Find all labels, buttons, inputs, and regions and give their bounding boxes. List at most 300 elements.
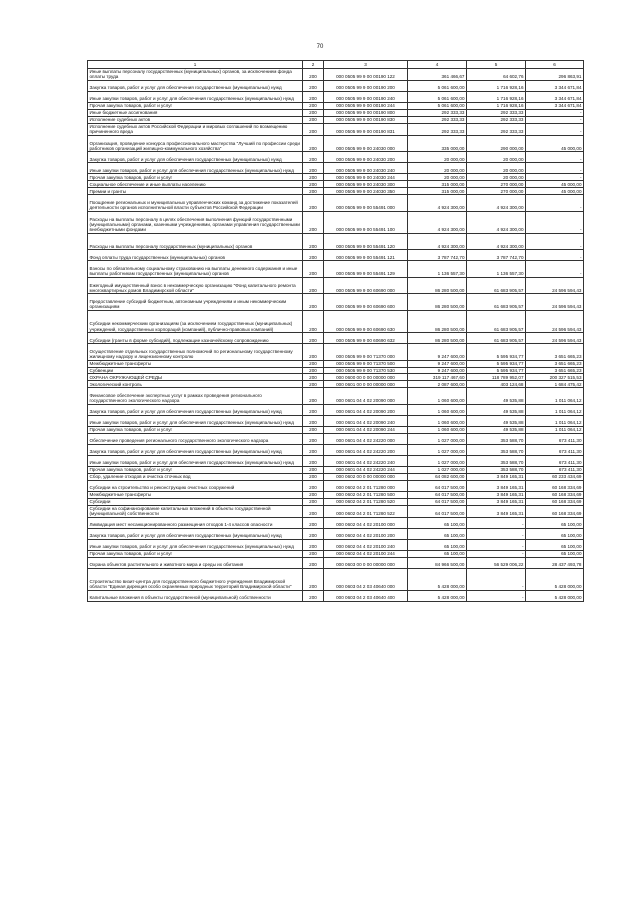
row-executed-amount: 3 787 742,70 [467,250,526,261]
row-line-code: 200 [303,163,324,174]
page-number: 70 [316,44,324,50]
row-unexecuted-amount: - [526,233,584,250]
row-executed-amount: 61 683 905,57 [467,310,526,332]
table-row [88,294,584,311]
table-row [88,557,584,568]
row-unexecuted-amount: 3 651 665,23 [526,344,584,361]
table-row [88,455,584,466]
row-executed-amount: 64 602,76 [467,68,526,80]
row-approved-amount: 315 000,00 [408,188,467,195]
row-executed-amount: 353 588,70 [467,433,526,444]
row-approved-amount: 1 027 000,00 [408,444,467,455]
row-executed-amount: 353 588,70 [467,466,526,473]
row-budget-classification-code: 000 0603 04 2 03 40640 000 [324,568,408,590]
row-budget-classification-code: 000 0602 04 2 01 71280 520 [324,498,408,505]
row-description: Субсидии [88,498,303,505]
row-executed-amount: 270 000,00 [467,181,526,188]
row-description: Расходы на выплаты персоналу в целях обеспечения выполнения функций государственными (муниципальными) органами, казенными учреждениями, органами управления государственными внебюджетными фондами [88,211,303,233]
table-row [88,181,584,188]
row-executed-amount: 3 849 165,31 [467,498,526,505]
row-unexecuted-amount: 65 100,00 [526,517,584,528]
row-description: Фонд оплаты труда государственных (муниципальных) органов [88,250,303,261]
row-budget-classification-code: 000 0505 99 9 00 60690 632 [324,333,408,344]
table-row [88,550,584,557]
row-description: Обеспечение проведения регионального государственного экологического надзора [88,433,303,444]
row-budget-classification-code: 000 0505 99 9 00 24030 244 [324,174,408,181]
row-approved-amount: 1 027 000,00 [408,466,467,473]
row-line-code: 200 [303,498,324,505]
row-executed-amount: 353 588,70 [467,455,526,466]
row-unexecuted-amount: 45 000,00 [526,181,584,188]
table-row [88,426,584,433]
row-description: Финансовое обеспечение экспертных услуг в рамках проведения регионального государственного экологического надзора [88,388,303,405]
budget-execution-table [87,60,584,602]
table-row [88,491,584,498]
row-description: Исполнение судебных актов Российской Федерации и мировых соглашений по возмещению причиненного вреда [88,123,303,135]
row-line-code: 200 [303,415,324,426]
row-line-code: 200 [303,195,324,212]
row-budget-classification-code: 000 0603 04 2 03 40640 400 [324,590,408,601]
row-line-code: 200 [303,505,324,517]
row-line-code: 200 [303,381,324,388]
row-budget-classification-code: 000 0602 04 2 01 71280 522 [324,505,408,517]
row-line-code: 200 [303,233,324,250]
row-description: Субсидии на софинансирование капитальных вложений в объекты государственной (муниципальной) собственности [88,505,303,517]
row-unexecuted-amount: 200 327 515,53 [526,374,584,381]
row-line-code: 200 [303,152,324,163]
table-row [88,480,584,491]
row-approved-amount: 5 428 000,00 [408,568,467,590]
row-unexecuted-amount: 673 411,30 [526,444,584,455]
row-line-code: 200 [303,174,324,181]
table-row [88,333,584,344]
row-unexecuted-amount: 1 011 064,12 [526,404,584,415]
row-unexecuted-amount: - [526,211,584,233]
row-executed-amount: 3 849 165,31 [467,505,526,517]
header-cell: 4 [408,61,467,69]
row-executed-amount: 3 849 165,31 [467,491,526,498]
row-budget-classification-code: 000 0505 99 9 00 00190 800 [324,109,408,116]
row-executed-amount: - [467,590,526,601]
row-unexecuted-amount: 5 428 000,00 [526,590,584,601]
row-unexecuted-amount: 673 411,30 [526,466,584,473]
table-row [88,123,584,135]
table-row [88,539,584,550]
row-approved-amount: 335 000,00 [408,135,467,152]
row-description: Ликвидация мест несанкционированного размещения отходов 1-4 классов опасности [88,517,303,528]
row-line-code: 200 [303,528,324,539]
table-row [88,590,584,601]
row-description: Закупка товаров, работ и услуг для обеспечения государственных (муниципальных) нужд [88,152,303,163]
row-budget-classification-code: 000 0602 04 2 01 71280 000 [324,480,408,491]
row-executed-amount: 290 000,00 [467,135,526,152]
row-budget-classification-code: 000 0602 04 4 02 20100 000 [324,517,408,528]
row-line-code: 200 [303,344,324,361]
row-approved-amount: 1 060 600,00 [408,388,467,405]
row-line-code: 200 [303,433,324,444]
table-row [88,68,584,80]
row-budget-classification-code: 000 0505 99 9 00 00190 122 [324,68,408,80]
row-approved-amount: 315 000,00 [408,181,467,188]
row-line-code: 200 [303,517,324,528]
row-budget-classification-code: 000 0505 99 9 00 24030 240 [324,163,408,174]
row-budget-classification-code: 000 0505 99 9 00 24030 000 [324,135,408,152]
row-approved-amount: 5 061 600,00 [408,91,467,102]
row-budget-classification-code: 000 0601 04 4 02 24220 200 [324,444,408,455]
table-row [88,310,584,332]
row-line-code: 200 [303,310,324,332]
row-unexecuted-amount: 65 100,00 [526,550,584,557]
row-approved-amount: 20 000,00 [408,174,467,181]
row-description: Социальное обеспечение и иные выплаты населению [88,181,303,188]
row-executed-amount: 5 595 934,77 [467,367,526,374]
row-budget-classification-code: 000 0602 04 2 01 71280 500 [324,491,408,498]
row-description: Закупка товаров, работ и услуг для обеспечения государственных (муниципальных) нужд [88,528,303,539]
table-row [88,444,584,455]
row-description: Межбюджетные трансферты [88,360,303,367]
row-line-code: 200 [303,261,324,278]
row-executed-amount: 49 535,88 [467,404,526,415]
row-unexecuted-amount: 3 344 671,84 [526,80,584,91]
row-executed-amount: - [467,568,526,590]
row-budget-classification-code: 000 0602 04 4 02 20100 244 [324,550,408,557]
header-cell: 1 [88,61,303,69]
row-description: Иные закупки товаров, работ и услуг для обеспечения государственных (муниципальных) нужд [88,163,303,174]
row-budget-classification-code: 000 0505 99 9 00 55491 129 [324,261,408,278]
table-row [88,80,584,91]
row-approved-amount: 292 333,33 [408,109,467,116]
row-budget-classification-code: 000 0505 99 9 00 00190 831 [324,123,408,135]
row-description: Иные закупки товаров, работ и услуг для обеспечения государственных (муниципальных) нужд [88,539,303,550]
row-unexecuted-amount: 1 011 064,12 [526,388,584,405]
row-description: Взносы по обязательному социальному страхованию на выплаты денежного содержания и иные выплаты работникам государственных (муниципальных) органов [88,261,303,278]
table-row [88,404,584,415]
row-unexecuted-amount: 60 168 334,69 [526,505,584,517]
row-line-code: 200 [303,294,324,311]
row-description: Прочая закупка товаров, работ и услуг [88,174,303,181]
row-budget-classification-code: 000 0505 99 9 00 60690 600 [324,294,408,311]
row-executed-amount: 61 683 905,57 [467,294,526,311]
row-description: Капитальные вложения в объекты государственной (муниципальной) собственности [88,590,303,601]
row-approved-amount: 5 061 600,00 [408,102,467,109]
row-budget-classification-code: 000 0505 99 9 00 71370 500 [324,360,408,367]
table-row [88,466,584,473]
row-executed-amount: 4 924 300,00 [467,233,526,250]
row-budget-classification-code: 000 0505 99 9 00 55491 120 [324,233,408,250]
row-description: Прочая закупка товаров, работ и услуг [88,550,303,557]
row-unexecuted-amount: - [526,123,584,135]
row-budget-classification-code: 000 0601 04 4 02 20090 240 [324,415,408,426]
row-approved-amount: 292 333,33 [408,123,467,135]
row-budget-classification-code: 000 0505 99 9 00 55491 000 [324,195,408,212]
table-row [88,91,584,102]
row-unexecuted-amount: 45 000,00 [526,135,584,152]
table-row [88,473,584,480]
table-row [88,344,584,361]
row-executed-amount: 1 136 557,30 [467,261,526,278]
table-row [88,135,584,152]
row-unexecuted-amount: - [526,109,584,116]
row-description: Иные выплаты персоналу государственных (муниципальных) органов, за исключением фонда оплаты труда [88,68,303,80]
row-approved-amount: 4 924 300,00 [408,195,467,212]
row-budget-classification-code: 000 0601 00 0 00 00000 000 [324,381,408,388]
row-executed-amount: 118 789 952,07 [467,374,526,381]
row-description: Сбор, удаление отходов и очистка сточных вод [88,473,303,480]
row-executed-amount: 270 000,00 [467,188,526,195]
row-unexecuted-amount: 60 233 434,69 [526,473,584,480]
row-executed-amount: 1 716 928,16 [467,80,526,91]
row-unexecuted-amount: 1 011 064,12 [526,426,584,433]
row-line-code: 200 [303,557,324,568]
table-row [88,233,584,250]
row-executed-amount: 403 124,68 [467,381,526,388]
row-executed-amount: 4 924 300,00 [467,195,526,212]
row-unexecuted-amount: 3 344 671,84 [526,102,584,109]
row-executed-amount: 49 535,88 [467,415,526,426]
row-executed-amount: 5 595 934,77 [467,344,526,361]
row-unexecuted-amount: - [526,195,584,212]
row-approved-amount: 86 280 500,00 [408,310,467,332]
row-executed-amount: 292 333,33 [467,116,526,123]
row-approved-amount: 292 333,33 [408,116,467,123]
row-budget-classification-code: 000 0505 99 9 00 00190 240 [324,91,408,102]
row-line-code: 200 [303,404,324,415]
row-line-code: 200 [303,388,324,405]
row-line-code: 200 [303,277,324,294]
row-line-code: 200 [303,109,324,116]
table-row [88,261,584,278]
row-line-code: 200 [303,473,324,480]
row-executed-amount: 3 849 165,31 [467,473,526,480]
row-budget-classification-code: 000 0600 00 0 00 00000 000 [324,374,408,381]
row-executed-amount: 56 529 006,22 [467,557,526,568]
table-row [88,568,584,590]
row-description: Организация, проведение конкурса профессионального мастерства "Лучший по профессии среди работников организаций жилищно-коммунального хозяйства" [88,135,303,152]
row-executed-amount: 20 000,00 [467,152,526,163]
row-unexecuted-amount: 65 100,00 [526,539,584,550]
row-executed-amount: 49 535,88 [467,388,526,405]
row-unexecuted-amount: - [526,261,584,278]
table-row [88,163,584,174]
row-description: Прочая закупка товаров, работ и услуг [88,466,303,473]
row-executed-amount: 49 535,88 [467,426,526,433]
row-approved-amount: 65 100,00 [408,528,467,539]
row-line-code: 200 [303,539,324,550]
row-budget-classification-code: 000 0505 99 9 00 24030 350 [324,188,408,195]
table-row [88,367,584,374]
row-unexecuted-amount: 24 596 594,43 [526,333,584,344]
row-approved-amount: 3 787 742,70 [408,250,467,261]
row-approved-amount: 65 100,00 [408,550,467,557]
table-row [88,415,584,426]
table-row [88,188,584,195]
row-executed-amount: 292 333,33 [467,109,526,116]
row-description: Поощрение региональных и муниципальных управленческих команд за достижение показателей деятельности органов исполнительной власти субъектов Российской Федерации [88,195,303,212]
row-description: Закупка товаров, работ и услуг для обеспечения государственных (муниципальных) нужд [88,80,303,91]
row-executed-amount: 292 333,33 [467,123,526,135]
row-approved-amount: 1 060 600,00 [408,415,467,426]
row-approved-amount: 64 082 600,00 [408,473,467,480]
row-description: Иные закупки товаров, работ и услуг для обеспечения государственных (муниципальных) нужд [88,91,303,102]
row-executed-amount: 61 683 905,57 [467,333,526,344]
row-budget-classification-code: 000 0602 04 4 02 20100 200 [324,528,408,539]
row-unexecuted-amount: 60 168 334,69 [526,498,584,505]
row-line-code: 200 [303,116,324,123]
table-row [88,277,584,294]
row-executed-amount: 1 716 928,16 [467,102,526,109]
row-executed-amount: 20 000,00 [467,163,526,174]
row-unexecuted-amount: - [526,116,584,123]
row-unexecuted-amount: 45 000,00 [526,188,584,195]
row-approved-amount: 361 466,67 [408,68,467,80]
row-executed-amount: 1 716 928,16 [467,91,526,102]
table-row [88,388,584,405]
row-unexecuted-amount: - [526,174,584,181]
row-approved-amount: 5 061 600,00 [408,80,467,91]
row-budget-classification-code: 000 0505 99 9 00 24030 300 [324,181,408,188]
row-budget-classification-code: 000 0505 99 9 00 00190 200 [324,80,408,91]
row-line-code: 200 [303,455,324,466]
row-budget-classification-code: 000 0505 99 9 00 60690 000 [324,277,408,294]
table-row [88,360,584,367]
row-budget-classification-code: 000 0505 99 9 00 71370 530 [324,367,408,374]
row-description: Иные бюджетные ассигнования [88,109,303,116]
row-unexecuted-amount: 60 168 334,69 [526,480,584,491]
row-line-code: 200 [303,188,324,195]
row-line-code: 200 [303,135,324,152]
row-line-code: 200 [303,480,324,491]
table-row [88,250,584,261]
row-line-code: 200 [303,181,324,188]
row-line-code: 200 [303,374,324,381]
row-unexecuted-amount: 28 437 493,78 [526,557,584,568]
row-budget-classification-code: 000 0602 00 0 00 00000 000 [324,473,408,480]
row-line-code: 200 [303,102,324,109]
table-row [88,517,584,528]
row-unexecuted-amount: 60 168 334,69 [526,491,584,498]
row-line-code: 200 [303,367,324,374]
row-unexecuted-amount: 24 596 594,43 [526,277,584,294]
row-unexecuted-amount: - [526,152,584,163]
table-row [88,109,584,116]
row-description: Субсидии (гранты в форме субсидий), подлежащие казначейскому сопровождению [88,333,303,344]
row-budget-classification-code: 000 0603 00 0 00 00000 000 [324,557,408,568]
row-approved-amount: 1 136 557,30 [408,261,467,278]
row-description: Субсидии некоммерческим организациям (за исключением государственных (муниципальных) учреждений, государственных корпораций (компаний), публично-правовых компаний) [88,310,303,332]
row-line-code: 200 [303,444,324,455]
row-line-code: 200 [303,360,324,367]
table-row [88,152,584,163]
row-budget-classification-code: 000 0601 04 4 02 20090 200 [324,404,408,415]
row-approved-amount: 86 280 500,00 [408,333,467,344]
row-line-code: 200 [303,466,324,473]
row-approved-amount: 1 027 000,00 [408,433,467,444]
row-approved-amount: 319 117 467,60 [408,374,467,381]
row-unexecuted-amount: 296 863,91 [526,68,584,80]
row-budget-classification-code: 000 0505 99 9 00 71370 000 [324,344,408,361]
row-approved-amount: 86 280 500,00 [408,294,467,311]
row-description: Строительство визит-центра для государственного бюджетного учреждения Владимирской области "Единая дирекция особо охраняемых природных территорий Владимирской области" [88,568,303,590]
row-approved-amount: 9 247 600,00 [408,344,467,361]
row-approved-amount: 84 966 500,00 [408,557,467,568]
table-row [88,505,584,517]
row-approved-amount: 64 017 500,00 [408,491,467,498]
row-line-code: 200 [303,68,324,80]
row-unexecuted-amount: 5 428 000,00 [526,568,584,590]
row-executed-amount: 5 595 934,77 [467,360,526,367]
table-row [88,381,584,388]
row-budget-classification-code: 000 0602 04 4 02 20100 240 [324,539,408,550]
row-line-code: 200 [303,568,324,590]
row-approved-amount: 4 924 300,00 [408,233,467,250]
row-approved-amount: 20 000,00 [408,152,467,163]
row-approved-amount: 64 017 500,00 [408,480,467,491]
row-unexecuted-amount: 3 651 665,23 [526,360,584,367]
row-unexecuted-amount: 673 411,30 [526,433,584,444]
table-row [88,528,584,539]
row-description: Прочая закупка товаров, работ и услуг [88,426,303,433]
row-approved-amount: 64 017 500,00 [408,505,467,517]
row-description: Предоставление субсидий бюджетным, автономным учреждениям и иным некоммерческим организациям [88,294,303,311]
row-line-code: 200 [303,426,324,433]
row-description: ОХРАНА ОКРУЖАЮЩЕЙ СРЕДЫ [88,374,303,381]
row-budget-classification-code: 000 0601 04 4 02 24220 240 [324,455,408,466]
row-approved-amount: 65 100,00 [408,539,467,550]
row-approved-amount: 1 060 600,00 [408,404,467,415]
row-description: Субсидии на строительство и реконструкцию очистных сооружений [88,480,303,491]
row-approved-amount: 9 247 600,00 [408,367,467,374]
row-budget-classification-code: 000 0601 04 4 02 24220 244 [324,466,408,473]
row-line-code: 200 [303,333,324,344]
row-executed-amount: - [467,550,526,557]
row-approved-amount: 1 060 600,00 [408,426,467,433]
table-row [88,498,584,505]
row-approved-amount: 2 087 600,00 [408,381,467,388]
row-executed-amount: - [467,528,526,539]
row-unexecuted-amount: - [526,163,584,174]
row-description: Иные закупки товаров, работ и услуг для обеспечения государственных (муниципальных) нужд [88,415,303,426]
row-unexecuted-amount: 24 596 594,43 [526,310,584,332]
row-approved-amount: 64 017 500,00 [408,498,467,505]
row-description: Прочая закупка товаров, работ и услуг [88,102,303,109]
row-line-code: 200 [303,211,324,233]
row-unexecuted-amount: 1 684 475,42 [526,381,584,388]
row-description: Ежегодный имущественный взнос в некоммерческую организацию "Фонд капитального ремонта многоквартирных домов Владимирской области" [88,277,303,294]
row-approved-amount: 9 247 600,00 [408,360,467,367]
row-budget-classification-code: 000 0505 99 9 00 24030 200 [324,152,408,163]
row-budget-classification-code: 000 0505 99 9 00 60690 630 [324,310,408,332]
row-executed-amount: - [467,517,526,528]
row-executed-amount: 3 849 165,31 [467,480,526,491]
row-approved-amount: 4 924 300,00 [408,211,467,233]
row-line-code: 200 [303,80,324,91]
table-row [88,374,584,381]
row-description: Осуществление отдельных государственных полномочий по региональному государственному жилищному надзору и лицензионному контролю [88,344,303,361]
row-line-code: 200 [303,590,324,601]
header-cell: 5 [467,61,526,69]
row-unexecuted-amount: 1 011 064,12 [526,415,584,426]
row-description: Закупка товаров, работ и услуг для обеспечения государственных (муниципальных) нужд [88,404,303,415]
row-unexecuted-amount: - [526,250,584,261]
row-budget-classification-code: 000 0601 04 4 02 20090 000 [324,388,408,405]
row-unexecuted-amount: 24 596 594,43 [526,294,584,311]
row-description: Экологический контроль [88,381,303,388]
row-line-code: 200 [303,123,324,135]
row-description: Охрана объектов растительного и животного мира и среды их обитания [88,557,303,568]
header-cell: 6 [526,61,584,69]
row-unexecuted-amount: 673 411,30 [526,455,584,466]
row-unexecuted-amount: 3 651 665,23 [526,367,584,374]
